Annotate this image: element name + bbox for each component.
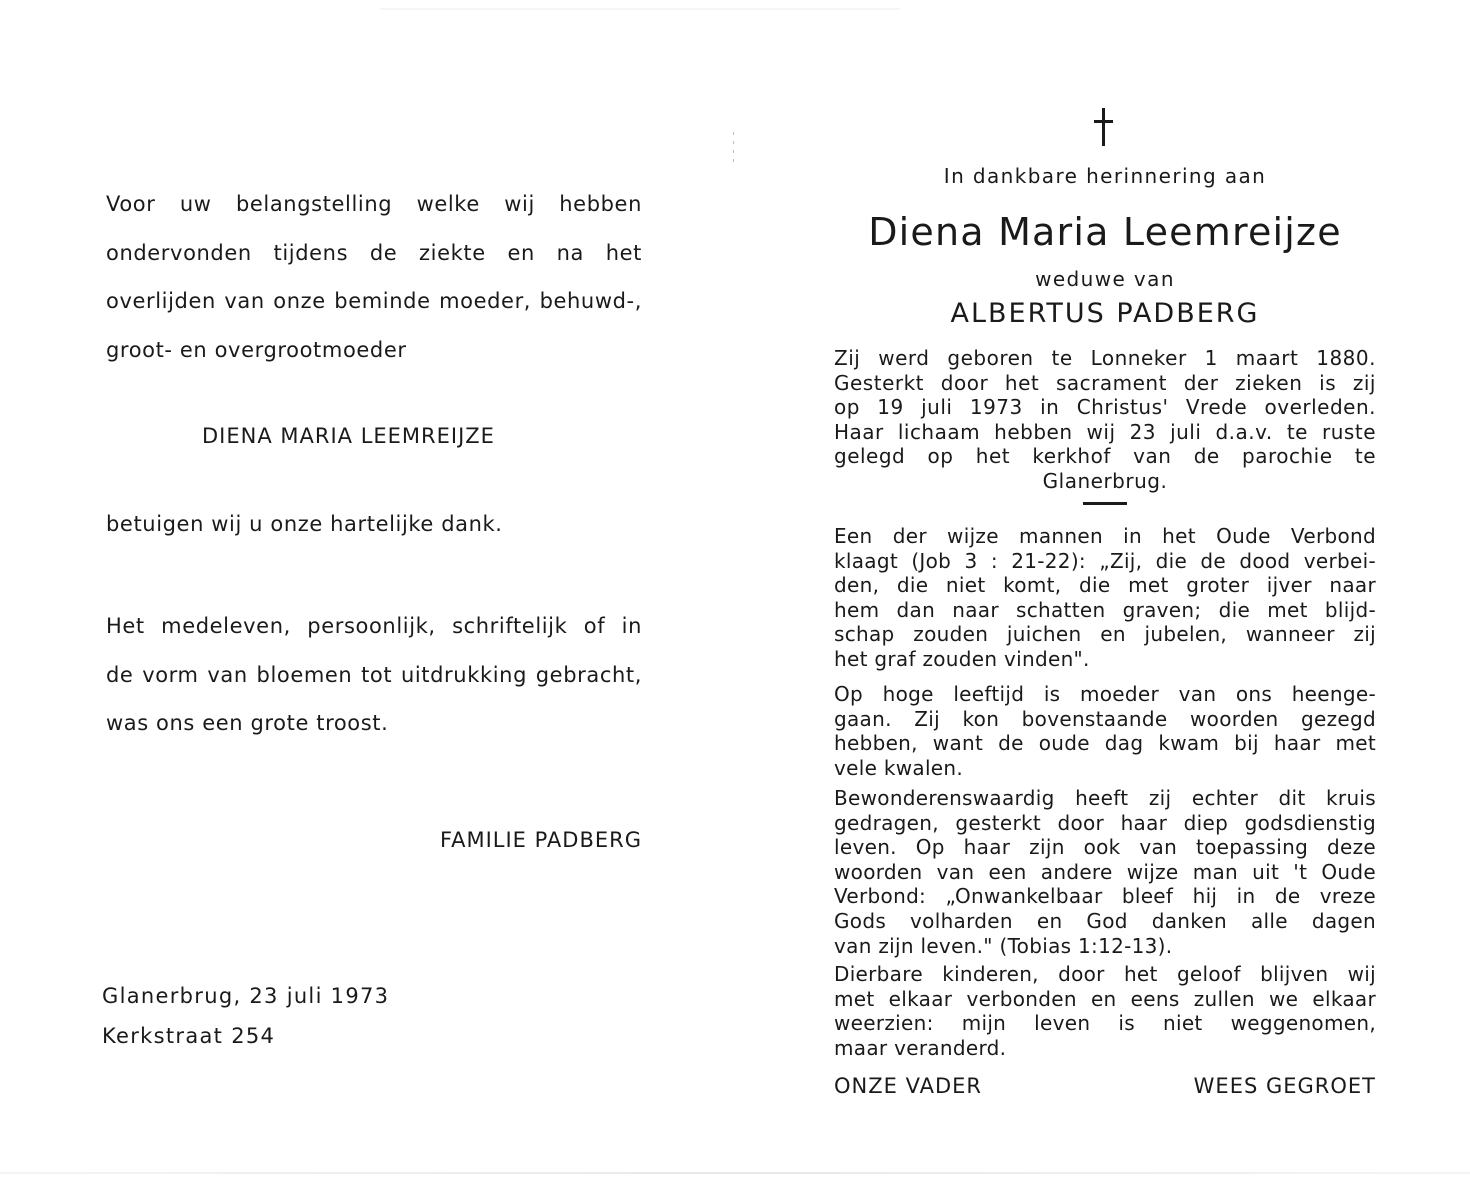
text-line: den, die niet komt, die met groter ijver naar: [834, 573, 1376, 598]
text-line: schap zouden juichen en jubelen, wanneer zij: [834, 622, 1376, 647]
text-line: de vorm van bloemen tot uitdrukking gebracht,: [106, 662, 642, 687]
text-line: overlijden van onze beminde moeder, behuwd-,: [106, 289, 642, 313]
text-line: vele kwalen.: [834, 755, 964, 780]
text-line: maar veranderd.: [834, 1035, 1007, 1060]
left-panel: [102, 188, 642, 1048]
text-line: Voor uw belangstelling welke wij hebben: [106, 192, 642, 216]
job-quote-paragraph: [834, 524, 1376, 672]
text-line: was ons een grote troost.: [106, 711, 389, 735]
thanks-line: betuigen wij u onze hartelijke dank.: [106, 512, 503, 536]
text-line: Een der wijze mannen in het Oude Verbond: [834, 524, 1376, 548]
text-line: weerzien: mijn leven is niet weggenomen,: [834, 1011, 1376, 1036]
prayer-our-father: ONZE VADER: [834, 1074, 982, 1098]
text-line: hem dan naar schatten graven; die met blijd-: [834, 597, 1376, 622]
biography: [834, 346, 1376, 494]
family-signature: FAMILIE PADBERG: [439, 828, 642, 852]
text-line: Glanerbrug.: [1042, 468, 1168, 493]
prayer-hail-mary: WEES GEGROET: [1193, 1074, 1376, 1098]
text-line: Haar lichaam hebben wij 23 juli d.a.v. te ruste: [834, 419, 1376, 444]
place-date: Glanerbrug, 23 juli 1973: [102, 984, 390, 1008]
sympathy-paragraph: [106, 610, 642, 756]
text-line: leven. Op haar zijn ook van toepassing deze: [834, 835, 1376, 860]
text-line: Op hoge leeftijd is moeder van ons heenge-: [834, 682, 1376, 706]
text-line: gelegd op het kerkhof van de parochie te: [834, 444, 1376, 469]
cross-vertical: [1102, 108, 1105, 146]
scan-edge-top: [380, 8, 900, 10]
text-line: Zij werd geboren te Lonneker 1 maart 1880.: [834, 346, 1376, 370]
text-line: Gesterkt door het sacrament der zieken is zij: [834, 370, 1376, 395]
text-line: ondervonden tijdens de ziekte en na het: [106, 240, 642, 265]
section-divider: [1083, 502, 1127, 505]
tobias-quote-paragraph: [834, 786, 1376, 958]
text-line: Verbond: „Onwankelbaar bleef hij in de vreze: [834, 884, 1376, 909]
text-line: klaagt (Job 3 : 21-22): „Zij, die de dood verbei-: [834, 548, 1376, 573]
husband-name: ALBERTUS PADBERG: [950, 298, 1260, 329]
text-line: van zijn leven." (Tobias 1:12-13).: [834, 933, 1173, 958]
deceased-name-caps: DIENA MARIA LEEMREIJZE: [202, 424, 495, 448]
scan-edge-bottom: [0, 1172, 1470, 1174]
text-line: hebben, want de oude dag kwam bij haar met: [834, 731, 1376, 756]
text-line: Bewonderenswaardig heeft zij echter dit kruis: [834, 786, 1376, 810]
text-line: op 19 juli 1973 in Christus' Vrede overleden.: [834, 395, 1376, 420]
thanks-paragraph: [106, 188, 642, 382]
old-age-paragraph: [834, 682, 1376, 780]
deceased-name: Diena Maria Leemreijze: [868, 210, 1342, 254]
children-paragraph: [834, 962, 1376, 1060]
cross-horizontal: [1094, 120, 1113, 123]
cross-icon: [1084, 104, 1124, 148]
address: Kerkstraat 254: [102, 1024, 276, 1048]
text-line: gaan. Zij kon bovenstaande woorden gezegd: [834, 706, 1376, 731]
text-line: Dierbare kinderen, door het geloof blijven wij: [834, 962, 1376, 986]
text-line: gedragen, gesterkt door haar diep godsdienstig: [834, 810, 1376, 835]
text-line: groot- en overgrootmoeder: [106, 337, 407, 362]
text-line: het graf zouden vinden".: [834, 646, 1090, 671]
text-line: Gods volharden en God danken alle dagen: [834, 908, 1376, 933]
text-line: met elkaar verbonden en eens zullen we elkaar: [834, 986, 1376, 1011]
remembrance-intro: In dankbare herinnering aan: [943, 164, 1267, 188]
text-line: woorden van een andere wijze man uit 't Oude: [834, 859, 1376, 884]
widow-of-label: weduwe van: [1035, 267, 1175, 291]
fold-line: [733, 132, 734, 166]
text-line: Het medeleven, persoonlijk, schriftelijk of in: [106, 614, 642, 638]
